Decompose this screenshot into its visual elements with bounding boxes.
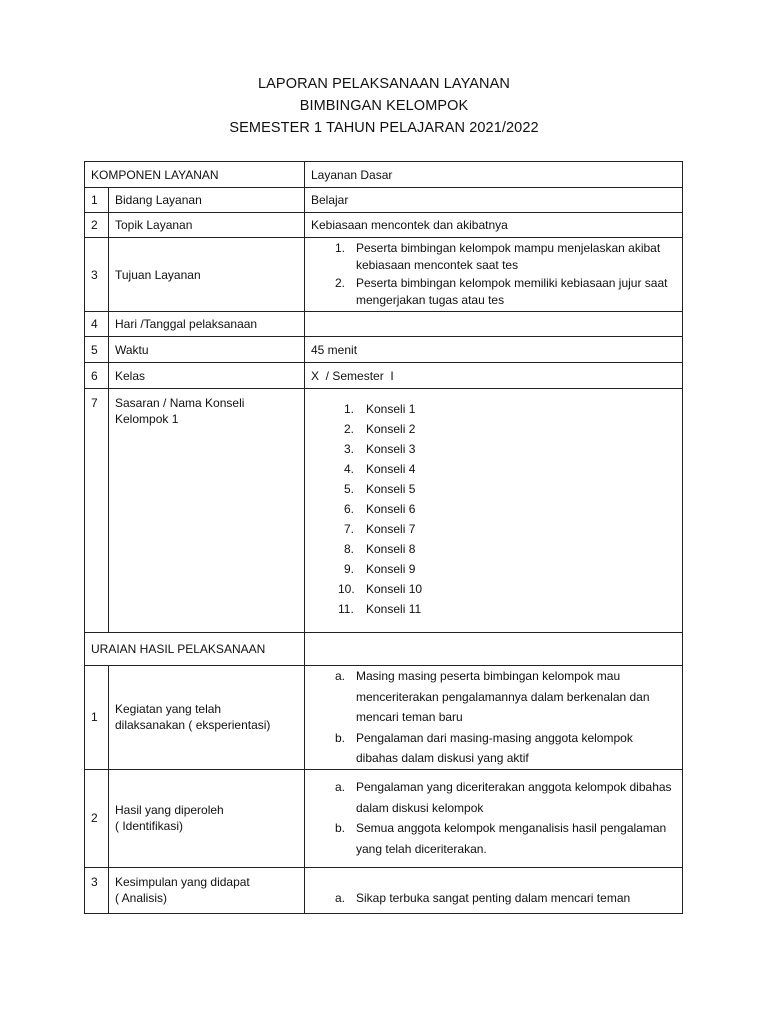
list-item: [311, 499, 676, 519]
row-number: 1: [85, 666, 109, 770]
row-number: 3: [85, 867, 109, 913]
tujuan-list: [311, 240, 676, 310]
list-marker: 7.: [344, 522, 355, 536]
tujuan-list-cell: [305, 238, 683, 312]
row-label: Sasaran / Nama Konseli Kelompok 1: [109, 389, 305, 633]
list-item: [311, 479, 676, 499]
kesimpulan-list: [311, 888, 676, 909]
row-label: Bidang Layanan: [109, 188, 305, 213]
table-row: [85, 666, 683, 770]
list-item: [311, 419, 676, 439]
table-row: [85, 188, 683, 213]
table-row: [85, 389, 683, 633]
kesimpulan-list-cell: [305, 867, 683, 913]
list-marker: 5.: [344, 482, 355, 496]
table-row: [85, 769, 683, 867]
list-marker: b.: [335, 730, 346, 745]
row-label: Topik Layanan: [109, 213, 305, 238]
row-value: X / Semester I: [305, 363, 683, 389]
list-item-text: Peserta bimbingan kelompok mampu menjelaskan akibat kebiasaan mencontek saat tes: [356, 240, 661, 272]
report-title-line2: BIMBINGAN KELOMPOK: [299, 98, 469, 114]
table-row: [85, 213, 683, 238]
row-value: [305, 312, 683, 337]
list-item: [311, 579, 676, 599]
list-marker: 1.: [335, 240, 346, 255]
list-marker: 11.: [338, 602, 354, 616]
konseli-list: [311, 399, 676, 619]
list-marker: a.: [335, 780, 346, 794]
row-value: Belajar: [305, 188, 683, 213]
hasil-list: [311, 777, 676, 859]
report-title-line1: LAPORAN PELAKSANAAN LAYANAN: [258, 76, 510, 92]
report-title-line3: SEMESTER 1 TAHUN PELAJARAN 2021/2022: [229, 120, 539, 136]
uraian-header-row: [85, 633, 683, 666]
list-marker: a.: [335, 669, 346, 683]
table-row: [85, 867, 683, 913]
row-number: 7: [85, 389, 109, 633]
row-label: Kelas: [109, 363, 305, 389]
komponen-value: Layanan Dasar: [305, 162, 683, 188]
row-label: Kegiatan yang telah dilaksanakan ( eksperientasi): [109, 666, 305, 770]
row-number: 4: [85, 312, 109, 337]
list-marker: a.: [335, 891, 346, 905]
list-marker: 3.: [344, 442, 355, 456]
list-item-text: Konseli 10: [366, 582, 423, 596]
list-item-text: Konseli 9: [366, 562, 416, 576]
row-label: Hari /Tanggal pelaksanaan: [109, 312, 305, 337]
list-item-text: Konseli 5: [366, 482, 416, 496]
table-row: [85, 312, 683, 337]
row-number: 2: [85, 213, 109, 238]
table-row: [85, 238, 683, 312]
list-item-text: Masing masing peserta bimbingan kelompok mau menceriterakan pengalamannya dalam berkenalan dan mencari teman baru: [356, 669, 650, 724]
list-marker: 2.: [344, 422, 355, 436]
list-item: [311, 599, 676, 619]
list-item: [311, 728, 676, 769]
row-number: 1: [85, 188, 109, 213]
list-item: [311, 519, 676, 539]
row-label: Waktu: [109, 337, 305, 363]
list-item-text: Konseli 1: [366, 402, 416, 416]
komponen-header-row: [85, 162, 683, 188]
row-value: 45 menit: [305, 337, 683, 363]
list-item-text: Pengalaman dari masing-masing anggota kelompok dibahas dalam diskusi yang aktif: [356, 730, 633, 765]
list-item-text: Semua anggota kelompok menganalisis hasil pengalaman yang telah diceriterakan.: [356, 821, 667, 856]
list-item-text: Konseli 2: [366, 422, 416, 436]
table-row: [85, 337, 683, 363]
list-marker: b.: [335, 821, 346, 835]
komponen-header: KOMPONEN LAYANAN: [85, 162, 305, 188]
hasil-list-cell: [305, 769, 683, 867]
uraian-header: URAIAN HASIL PELAKSANAAN: [85, 633, 305, 666]
list-item: [311, 666, 676, 728]
row-number: 5: [85, 337, 109, 363]
list-item: [311, 439, 676, 459]
list-item-text: Konseli 4: [366, 462, 416, 476]
list-item-text: Pengalaman yang diceriterakan anggota kelompok dibahas dalam diskusi kelompok: [356, 780, 672, 815]
list-item: [311, 818, 676, 859]
list-item: [311, 559, 676, 579]
list-item-text: Konseli 7: [366, 522, 416, 536]
list-item-text: Konseli 6: [366, 502, 416, 516]
list-marker: 10.: [338, 582, 355, 596]
list-item: [311, 888, 676, 909]
list-marker: 1.: [344, 402, 355, 416]
list-item: [311, 539, 676, 559]
konseli-list-cell: [305, 389, 683, 633]
list-marker: 9.: [344, 562, 355, 576]
list-item: [311, 399, 676, 419]
list-marker: 6.: [344, 502, 355, 516]
uraian-header-value: [305, 633, 683, 666]
report-table: [84, 161, 683, 914]
list-item: [311, 459, 676, 479]
row-number: 3: [85, 238, 109, 312]
list-item-text: Konseli 11: [366, 602, 422, 616]
list-marker: 8.: [344, 542, 355, 556]
row-number: 6: [85, 363, 109, 389]
list-item-text: Konseli 8: [366, 542, 416, 556]
row-label: Hasil yang diperoleh ( Identifikasi): [109, 769, 305, 867]
row-value: Kebiasaan mencontek dan akibatnya: [305, 213, 683, 238]
row-label: Tujuan Layanan: [109, 238, 305, 312]
list-item-text: Sikap terbuka sangat penting dalam mencari teman: [356, 891, 631, 905]
list-item-text: Peserta bimbingan kelompok memiliki kebiasaan jujur saat mengerjakan tugas atau tes: [356, 275, 668, 307]
row-number: 2: [85, 769, 109, 867]
list-item: [311, 777, 676, 818]
kegiatan-list: [311, 666, 676, 769]
kegiatan-list-cell: [305, 666, 683, 770]
list-item-text: Konseli 3: [366, 442, 416, 456]
table-row: [85, 363, 683, 389]
list-item: [311, 275, 676, 310]
list-marker: 4.: [344, 462, 355, 476]
list-item: [311, 240, 676, 275]
list-marker: 2.: [335, 275, 346, 290]
row-label: Kesimpulan yang didapat ( Analisis): [109, 867, 305, 913]
